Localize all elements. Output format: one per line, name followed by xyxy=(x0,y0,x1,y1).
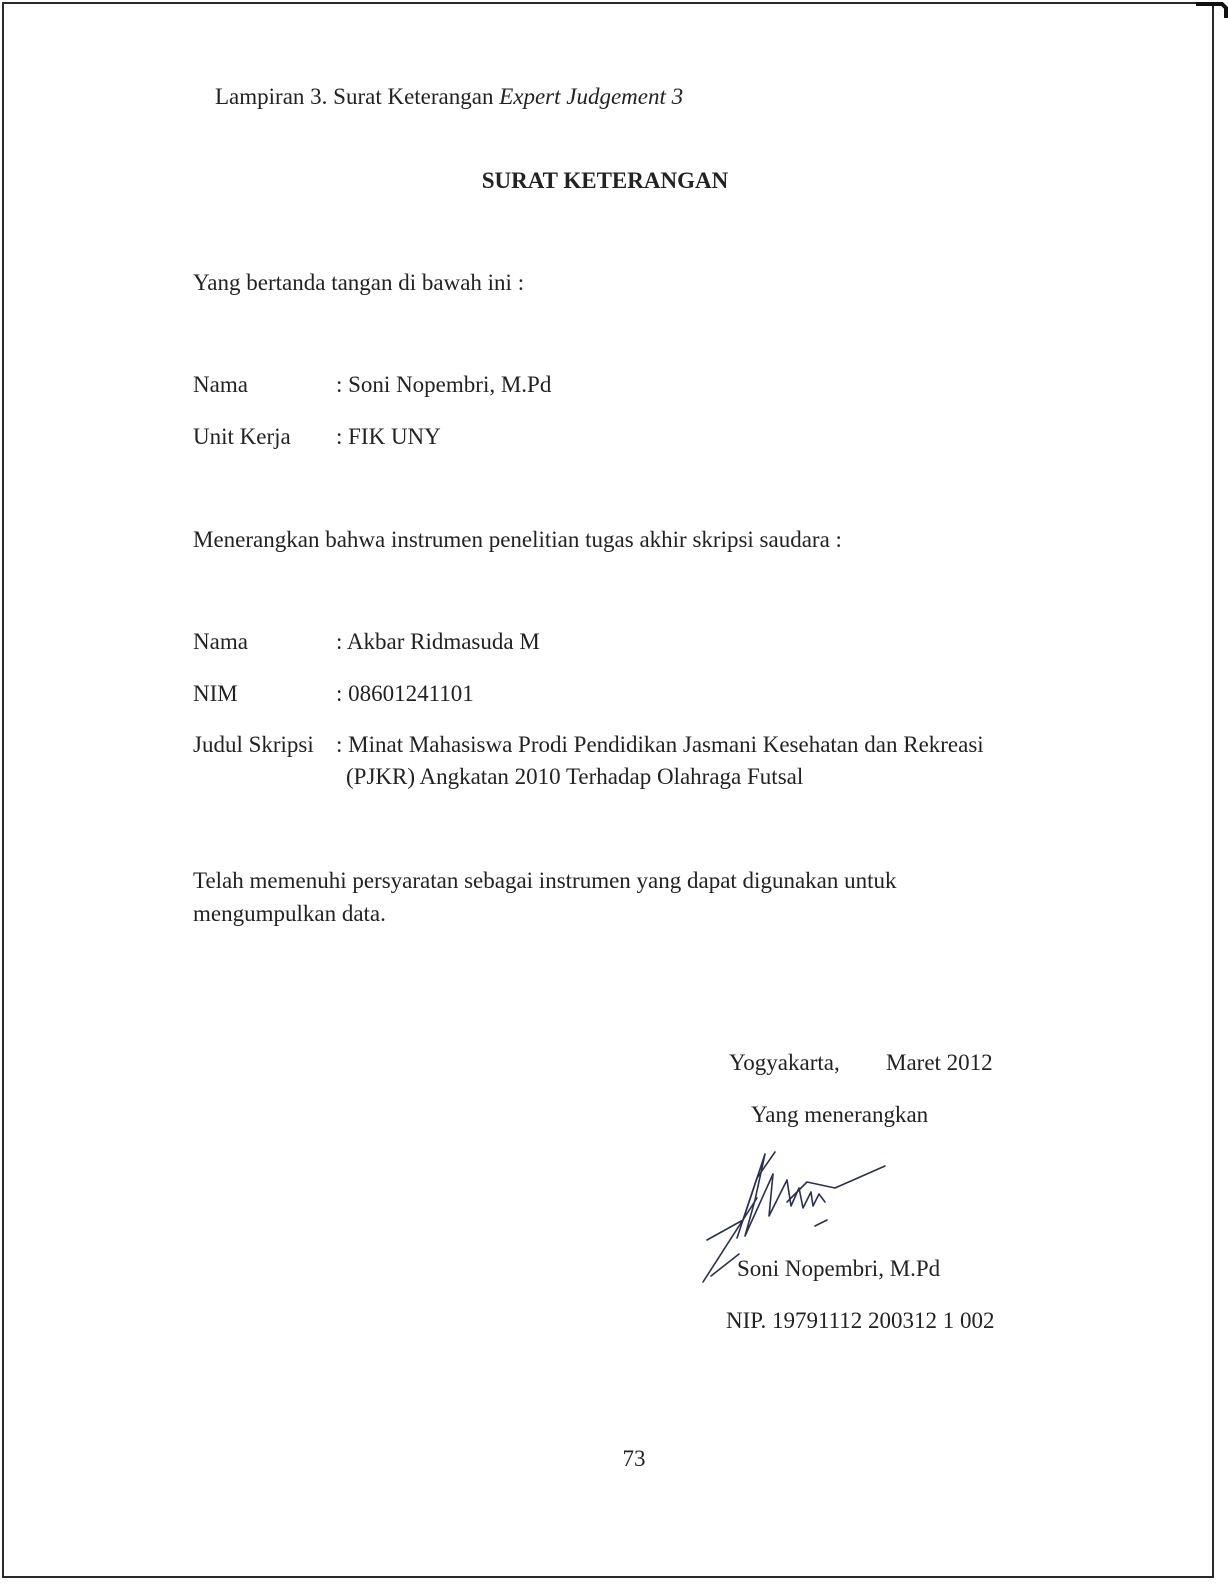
attachment-italic-title: Expert Judgement 3 xyxy=(499,84,684,109)
student-nim-value: : 08601241101 xyxy=(336,681,474,706)
student-name-label: Nama xyxy=(193,629,248,654)
scan-corner-mark xyxy=(1196,0,1228,18)
signer-role: Yang menerangkan xyxy=(751,1102,929,1127)
intro-text: Yang bertanda tangan di bawah ini : xyxy=(193,270,525,295)
signatory-unit-label: Unit Kerja xyxy=(193,424,291,449)
student-name-value: : Akbar Ridmasuda M xyxy=(336,629,540,654)
signer-name: Soni Nopembri, M.Pd xyxy=(737,1256,941,1281)
closing-text: Telah memenuhi persyaratan sebagai instrumen yang dapat digunakan untuk mengumpulkan data. xyxy=(193,868,897,926)
date-label: Maret 2012 xyxy=(886,1050,993,1075)
attachment-label xyxy=(215,82,683,112)
place-label: Yogyakarta, xyxy=(729,1050,840,1075)
attachment-prefix: Lampiran 3. Surat Keterangan xyxy=(215,84,494,109)
thesis-title-line1: : Minat Mahasiswa Prodi Pendidikan Jasmani Kesehatan dan Rekreasi xyxy=(336,732,984,757)
page-title: SURAT KETERANGAN xyxy=(481,168,729,193)
signatory-name-value: : Soni Nopembri, M.Pd xyxy=(336,372,552,397)
signatory-unit-value: : FIK UNY xyxy=(336,424,441,449)
thesis-title-line2: (PJKR) Angkatan 2010 Terhadap Olahraga Futsal xyxy=(346,764,804,789)
signer-nip: NIP. 19791112 200312 1 002 xyxy=(726,1308,995,1333)
page-number: 73 xyxy=(622,1446,646,1471)
statement-text: Menerangkan bahwa instrumen penelitian tugas akhir skripsi saudara : xyxy=(193,527,842,552)
thesis-title-label: Judul Skripsi xyxy=(193,732,314,757)
student-nim-label: NIM xyxy=(193,681,238,706)
signatory-name-label: Nama xyxy=(193,372,248,397)
